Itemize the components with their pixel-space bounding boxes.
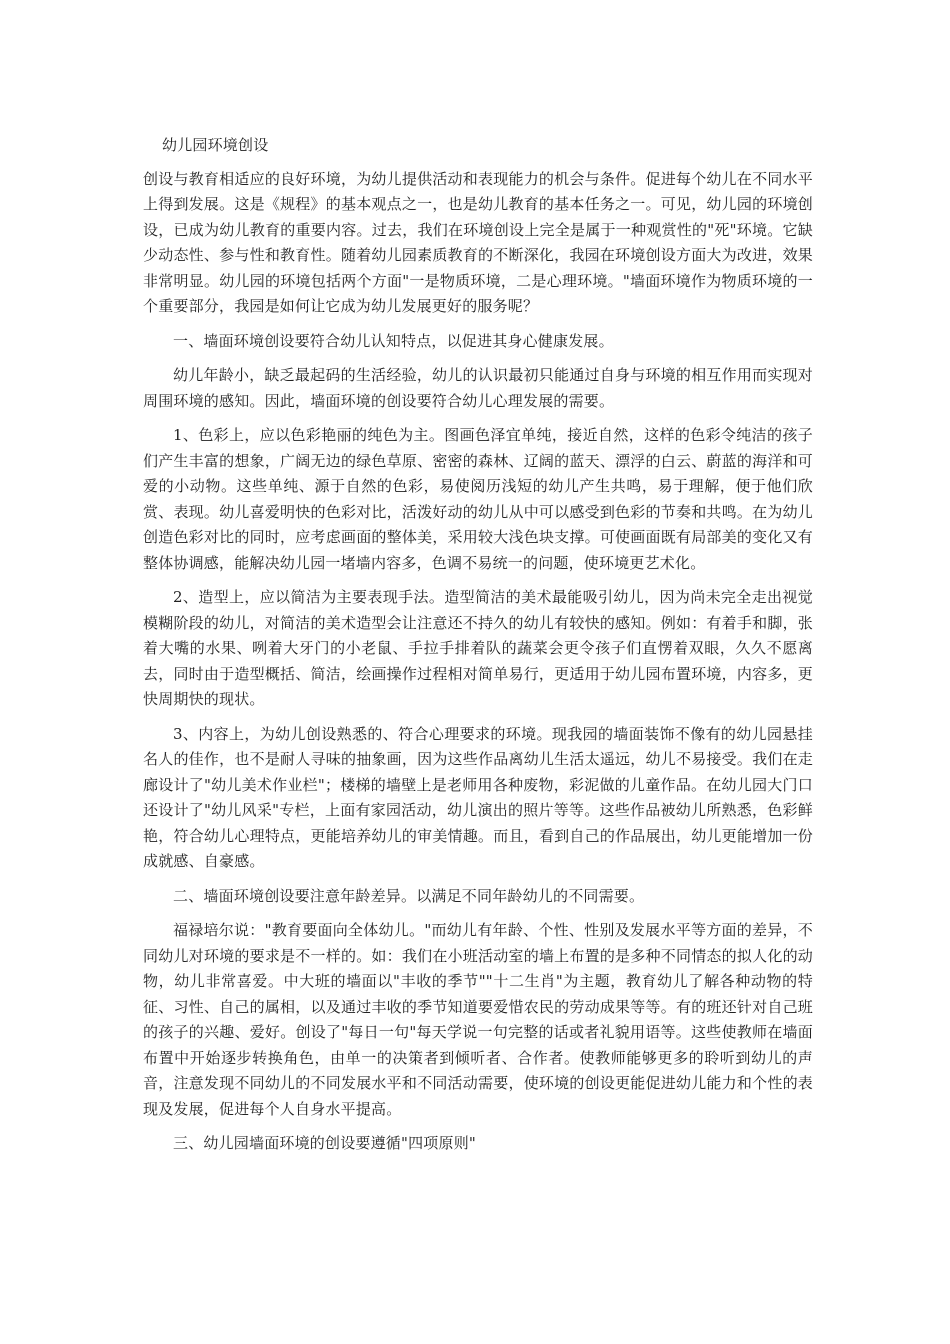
paragraph-color: 1、色彩上，应以色彩艳丽的纯色为主。图画色泽宜单纯，接近自然，这样的色彩令纯洁的孩子们产生丰富的想象，广阔无边的绿色草原、密密的森林、辽阔的蓝天、漂浮的白云、蔚蓝的海洋和可爱的小动物。这些单纯、源于自然的色彩，易使阅历浅短的幼儿产生共鸣，易于理解，便于他们欣赏、表现。幼儿喜爱明快的色彩对比，活泼好动的幼儿从中可以感受到色彩的节奏和共鸣。在为幼儿创造色彩对比的同时，应考虑画面的整体美，采用较大浅色块支撑。可使画面既有局部美的变化又有整体协调感，能解决幼儿园一堵墙内容多，色调不易统一的问题，使环境更艺术化。 [143, 426, 813, 572]
paragraph-intro: 创设与教育相适应的良好环境，为幼儿提供活动和表现能力的机会与条件。促进每个幼儿在不同水平上得到发展。这是《规程》的基本观点之一，也是幼儿教育的基本任务之一。可见，幼儿园的环境创设，已成为幼儿教育的重要内容。过去，我们在环境创设上完全是属于一种观赏性的"死"环境。它缺少动态性、参与性和教育性。随着幼儿园素质教育的不断深化，我园在环境创设方面大为改进，效果非常明显。幼儿园的环境包括两个方面"一是物质环境，二是心理环境。"墙面环境作为物质环境的一个重要部分，我园是如何让它成为幼儿发展更好的服务呢？ [143, 169, 813, 315]
paragraph-shape: 2、造型上，应以简洁为主要表现手法。造型简洁的美术最能吸引幼儿，因为尚未完全走出视觉模糊阶段的幼儿，对简洁的美术造型会让注意还不持久的幼儿有较快的感知。例如：有着手和脚，张着大嘴的水果、咧着大牙门的小老鼠、手拉手排着队的蔬菜会更令孩子们直愣着双眼，久久不愿离去，同时由于造型概括、简洁，绘画操作过程相对简单易行，更适用于幼儿园布置环境，内容多，更快周期快的现状。 [143, 588, 813, 708]
document-title: 幼儿园环境创设 [162, 136, 269, 154]
paragraph: 幼儿年龄小，缺乏最起码的生活经验，幼儿的认识最初只能通过自身与环境的相互作用而实现对周围环境的感知。因此，墙面环境的创设要符合幼儿心理发展的需要。 [143, 366, 813, 410]
section-heading-3: 三、幼儿园墙面环境的创设要遵循"四项原则" [173, 1134, 477, 1152]
section-heading-1: 一、墙面环境创设要符合幼儿认知特点，以促进其身心健康发展。 [173, 331, 614, 350]
paragraph-froebel: 福禄培尔说："教育要面向全体幼儿。"而幼儿有年龄、个性、性别及发展水平等方面的差异，不同幼儿对环境的要求是不一样的。如：我们在小班活动室的墙上布置的是多种不同情态的拟人化的动物，幼儿非常喜爱。中大班的墙面以"丰收的季节""十二生肖"为主题，教育幼儿了解各种动物的特征、习性、自己的属相，以及通过丰收的季节知道要爱惜农民的劳动成果等等。有的班还针对自己班的孩子的兴趣、爱好。创设了"每日一句"每天学说一句完整的话或者礼貌用语等。这些使教师在墙面布置中开始逐步转换角色，由单一的决策者到倾听者、合作者。使教师能够更多的聆听到幼儿的声音，注意发现不同幼儿的不同发展水平和不同活动需要，使环境的创设更能促进幼儿能力和个性的表现及发展，促进每个人自身水平提高。 [143, 921, 813, 1118]
document-body [143, 133, 813, 1166]
paragraph-content: 3、内容上，为幼儿创设熟悉的、符合心理要求的环境。现我园的墙面装饰不像有的幼儿园悬挂名人的佳作，也不是耐人寻味的抽象画，因为这些作品离幼儿生活太遥远，幼儿不易接受。我们在走廊设计了"幼儿美术作业栏"；楼梯的墙壁上是老师用各种废物，彩泥做的儿童作品。在幼儿园大门口还设计了"幼儿风采"专栏，上面有家园活动，幼儿演出的照片等等。这些作品被幼儿所熟悉，色彩鲜艳，符合幼儿心理特点，更能培养幼儿的审美情趣。而且，看到自己的作品展出，幼儿更能增加一份成就感、自豪感。 [143, 724, 813, 870]
section-heading-2: 二、墙面环境创设要注意年龄差异。以满足不同年龄幼儿的不同需要。 [173, 886, 645, 905]
